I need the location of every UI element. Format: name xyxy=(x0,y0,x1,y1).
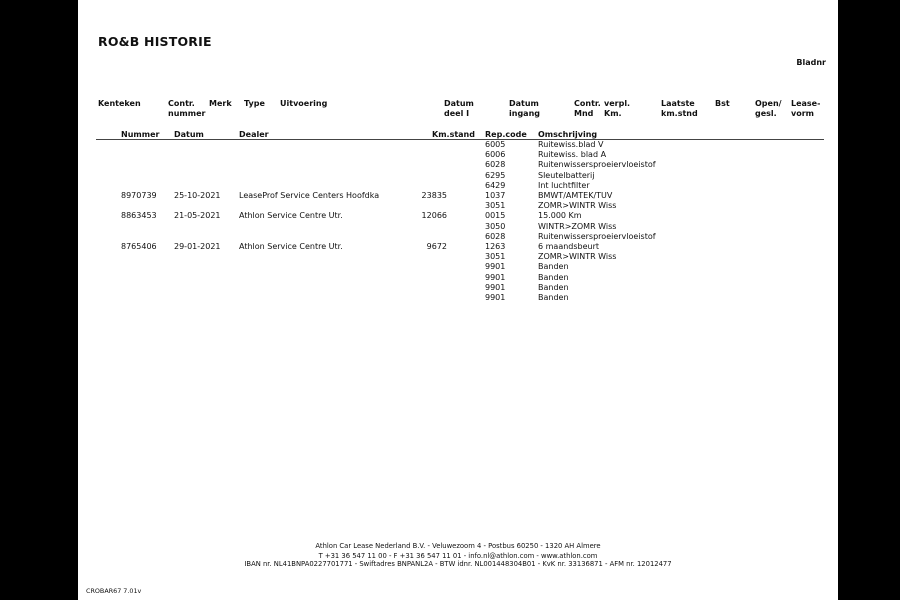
cell-omschrijving: Banden xyxy=(538,282,569,292)
cell-rep-code: 1037 xyxy=(485,191,506,200)
footer-address: Athlon Car Lease Nederland B.V. - Veluwezoom 4 - Postbus 60250 - 1320 AH Almere xyxy=(315,542,601,550)
cell-omschrijving: WINTR>ZOMR Wiss xyxy=(538,221,617,231)
cell-rep-code: 3051 xyxy=(485,201,506,211)
cell-rep-code: 6028 xyxy=(485,160,506,170)
cell-omschrijving: 6 maandsbeurt xyxy=(538,242,600,251)
header-uitvoering: Uitvoering xyxy=(280,99,328,108)
cell-rep-code: 9901 xyxy=(485,282,506,292)
header-laatste-km-line2: km.stnd xyxy=(661,109,698,118)
cell-nummer: 8863453 xyxy=(121,211,157,221)
header-contr-mnd-line1: Contr. xyxy=(574,99,601,108)
header-verpl-km xyxy=(604,99,630,119)
cell-rep-code: 6005 xyxy=(485,140,506,149)
subheader-datum: Datum xyxy=(174,130,204,139)
header-lease-vorm-line2: vorm xyxy=(791,109,814,118)
cell-rep-code: 6028 xyxy=(485,231,506,241)
cell-datum: 25-10-2021 xyxy=(174,191,221,200)
header-datum-ingang-line1: Datum xyxy=(509,99,539,108)
header-kenteken: Kenteken xyxy=(98,99,141,108)
header-verpl-km-line2: Km. xyxy=(604,109,622,118)
header-datum-ingang-line2: ingang xyxy=(509,109,540,118)
header-datum-deel xyxy=(444,99,474,119)
cell-nummer: 8970739 xyxy=(121,191,157,200)
cell-rep-code: 3050 xyxy=(485,221,506,231)
header-lease-vorm xyxy=(791,99,820,119)
cell-omschrijving: Ruitenwissersproeiervloeistof xyxy=(538,231,656,241)
header-open-gesl-line1: Open/ xyxy=(755,99,782,108)
cell-km-stand: 23835 xyxy=(421,191,447,200)
cell-omschrijving: Banden xyxy=(538,262,569,272)
cell-km-stand: 12066 xyxy=(421,211,447,221)
cell-rep-code: 9901 xyxy=(485,272,506,282)
header-open-gesl-line2: gesl. xyxy=(755,109,777,118)
subheader-dealer: Dealer xyxy=(239,130,269,139)
header-merk: Merk xyxy=(209,99,232,108)
header-contr-nummer-line1: Contr. xyxy=(168,99,195,108)
header-contr-nummer xyxy=(168,99,205,119)
version-label: CROBAR67 7.01v xyxy=(86,587,142,595)
cell-rep-code: 3051 xyxy=(485,252,506,262)
cell-omschrijving: Sleutelbatterij xyxy=(538,170,595,180)
cell-omschrijving: BMWT/AMTEK/TUV xyxy=(538,191,613,200)
header-lease-vorm-line1: Lease- xyxy=(791,99,821,108)
cell-omschrijving: Ruitenwissersproeiervloeistof xyxy=(538,160,656,170)
cell-omschrijving: Ruitewiss.blad V xyxy=(538,140,604,149)
subheader-km-stand: Km.stand xyxy=(432,130,475,139)
cell-rep-code: 1263 xyxy=(485,242,506,251)
cell-dealer: LeaseProf Service Centers Hoofdka xyxy=(239,191,380,200)
cell-omschrijving: Banden xyxy=(538,293,569,302)
header-datum-deel-line1: Datum xyxy=(444,99,474,108)
header-type: Type xyxy=(244,99,265,108)
footer-contact: T +31 36 547 11 00 - F +31 36 547 11 01 - info.nl@athlon.com - www.athlon.com xyxy=(318,552,598,560)
header-divider xyxy=(96,139,824,140)
cell-omschrijving: ZOMR>WINTR Wiss xyxy=(538,201,617,211)
cell-rep-code: 9901 xyxy=(485,262,506,272)
header-verpl-km-line1: verpl. xyxy=(604,99,631,108)
document-page xyxy=(78,0,838,600)
cell-rep-code: 6295 xyxy=(485,170,506,180)
cell-omschrijving: 15.000 Km xyxy=(538,211,582,221)
header-contr-mnd-line2: Mnd xyxy=(574,109,594,118)
cell-omschrijving: Banden xyxy=(538,272,569,282)
cell-omschrijving: ZOMR>WINTR Wiss xyxy=(538,252,617,262)
header-contr-nummer-line2: nummer xyxy=(168,109,206,118)
cell-rep-code: 6429 xyxy=(485,180,506,190)
cell-datum: 21-05-2021 xyxy=(174,211,221,221)
cell-omschrijving: Ruitewiss. blad A xyxy=(538,150,607,160)
page-title: RO&B HISTORIE xyxy=(98,34,212,49)
bladnr-label: Bladnr xyxy=(796,58,826,67)
cell-nummer: 8765406 xyxy=(121,242,157,251)
header-laatste-km-line1: Laatste xyxy=(661,99,695,108)
header-laatste-km xyxy=(661,99,698,119)
cell-rep-code: 0015 xyxy=(485,211,506,221)
cell-rep-code: 9901 xyxy=(485,293,506,302)
header-contr-mnd xyxy=(574,99,601,119)
footer-registration: IBAN nr. NL41BNPA0227701771 - Swiftadres BNPANL2A - BTW idnr. NL001448304B01 - KvK nr. 33136871 - AFM nr. 12012477 xyxy=(244,560,672,568)
cell-omschrijving: Int luchtfilter xyxy=(538,180,590,190)
cell-dealer: Athlon Service Centre Utr. xyxy=(239,242,343,251)
cell-datum: 29-01-2021 xyxy=(174,242,221,251)
header-datum-deel-line2: deel I xyxy=(444,109,470,118)
header-bst: Bst xyxy=(715,99,730,108)
cell-rep-code: 6006 xyxy=(485,150,506,160)
subheader-rep-code: Rep.code xyxy=(485,130,527,139)
subheader-nummer: Nummer xyxy=(121,130,160,139)
cell-km-stand: 9672 xyxy=(426,242,447,251)
header-datum-ingang xyxy=(509,99,540,119)
header-open-gesl xyxy=(755,99,782,119)
subheader-omschrijving: Omschrijving xyxy=(538,130,598,139)
cell-dealer: Athlon Service Centre Utr. xyxy=(239,211,343,221)
